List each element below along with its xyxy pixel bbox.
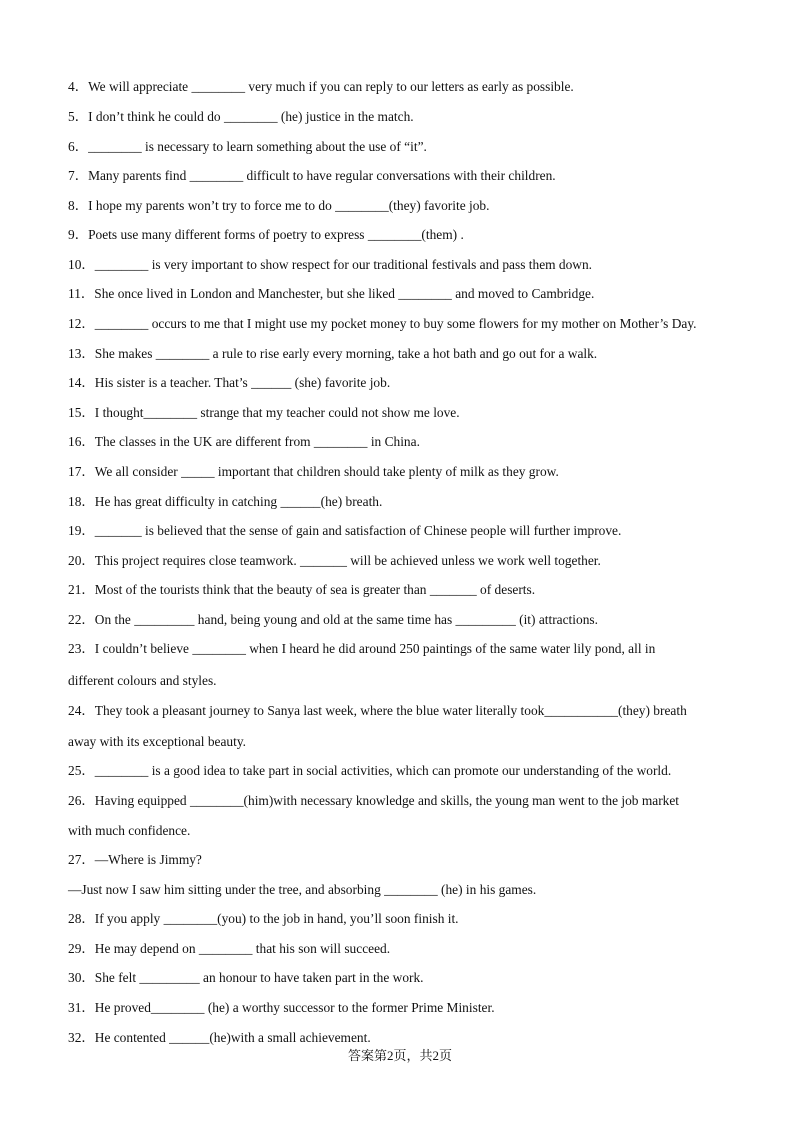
question-29: 29．He may depend on ________ that his son will succeed. xyxy=(68,941,391,956)
question-18: 18．He has great difficulty in catching ______(he) breath. xyxy=(68,494,383,509)
question-16: 16．The classes in the UK are different from ________ in China. xyxy=(68,434,420,449)
question-6: 6．________ is necessary to learn something about the use of “it”. xyxy=(68,139,427,154)
question-15: 15．I thought________ strange that my teacher could not show me love. xyxy=(68,405,460,420)
question-19: 19．_______ is believed that the sense of gain and satisfaction of Chinese people will further improve. xyxy=(68,523,622,538)
question-5: 5．I don’t think he could do ________ (he) justice in the match. xyxy=(68,109,414,124)
question-13: 13．She makes ________ a rule to rise early every morning, take a hot bath and go out for a walk. xyxy=(68,346,598,361)
question-10: 10．________ is very important to show respect for our traditional festivals and pass them down. xyxy=(68,257,592,272)
question-9: 9．Poets use many different forms of poetry to express ________(them) . xyxy=(68,227,464,242)
question-14: 14．His sister is a teacher. That’s ______ (she) favorite job. xyxy=(68,375,391,390)
question-32: 32．He contented ______(he)with a small achievement. xyxy=(68,1030,371,1045)
question-17: 17．We all consider _____ important that children should take plenty of milk as they grow. xyxy=(68,464,559,479)
question-4: 4．We will appreciate ________ very much if you can reply to our letters as early as possible. xyxy=(68,79,574,94)
question-25: 25．________ is a good idea to take part in social activities, which can promote our understanding of the world. xyxy=(68,763,672,778)
question-27-answer-line: —Just now I saw him sitting under the tree, and absorbing ________ (he) in his games. xyxy=(68,882,537,897)
question-31: 31．He proved________ (he) a worthy successor to the former Prime Minister. xyxy=(68,1000,495,1015)
question-23: 23．I couldn’t believe ________ when I heard he did around 250 paintings of the same water lily pond, all in xyxy=(68,641,656,656)
question-26: 26．Having equipped ________(him)with necessary knowledge and skills, the young man went to the job market xyxy=(68,793,680,808)
question-27: 27．—Where is Jimmy? xyxy=(68,852,202,867)
question-26-continued: with much confidence. xyxy=(68,823,191,838)
page-footer: 答案第2页，共2页 xyxy=(347,1048,452,1063)
question-12: 12．________ occurs to me that I might use my pocket money to buy some flowers for my mother on Mother’s Day. xyxy=(68,316,697,331)
question-24-continued: away with its exceptional beauty. xyxy=(68,734,246,749)
question-23-continued: different colours and styles. xyxy=(68,673,217,688)
question-28: 28．If you apply ________(you) to the job in hand, you’ll soon finish it. xyxy=(68,911,459,926)
question-24: 24．They took a pleasant journey to Sanya last week, where the blue water literally took___________(they) breath xyxy=(68,703,687,718)
question-30: 30．She felt _________ an honour to have taken part in the work. xyxy=(68,970,424,985)
question-21: 21．Most of the tourists think that the beauty of sea is greater than _______ of deserts. xyxy=(68,582,536,597)
question-22: 22．On the _________ hand, being young and old at the same time has _________ (it) attractions. xyxy=(68,612,598,627)
question-11: 11．She once lived in London and Manchester, but she liked ________ and moved to Cambridge. xyxy=(68,286,595,301)
question-20: 20．This project requires close teamwork. _______ will be achieved unless we work well together. xyxy=(68,553,601,568)
question-7: 7．Many parents find ________ difficult to have regular conversations with their children. xyxy=(68,168,556,183)
question-8: 8．I hope my parents won’t try to force me to do ________(they) favorite job. xyxy=(68,198,490,213)
